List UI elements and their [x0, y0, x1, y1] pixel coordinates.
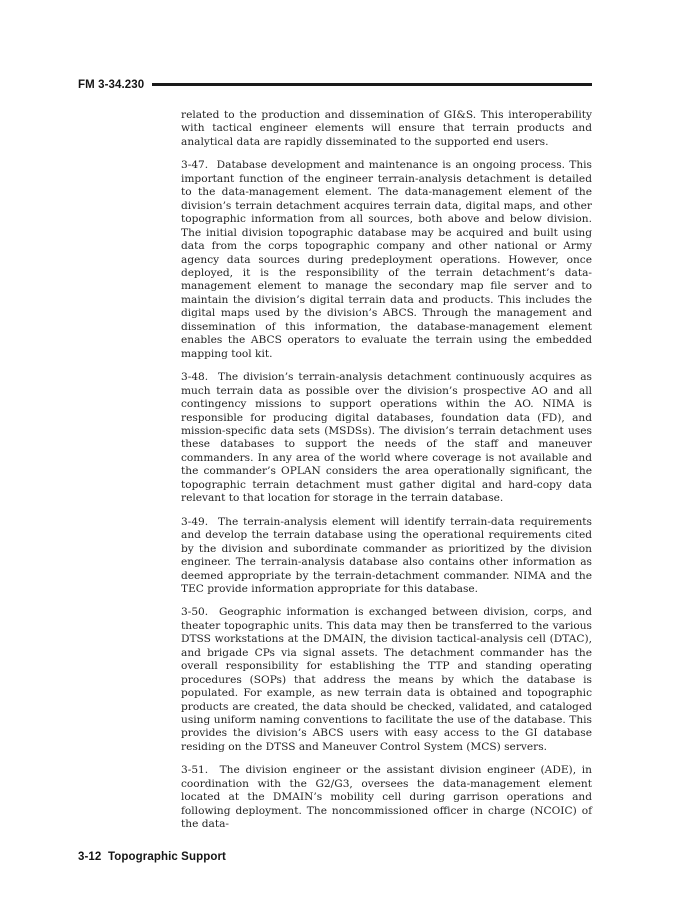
page-header-manual-number: FM 3-34.230 [78, 79, 145, 91]
body-paragraph: 3-47. Database development and maintenance is an ongoing process. This important function of the engineer terrain-analysis detachment is detailed to the data-management element. The data-management element of the division’s terrain detachment acquires terrain data, digital maps, and other topographic information from all sources, both above and below division. The initial division topographic database may be acquired and built using data from the corps topographic company and other national or Army agency data sources during predeployment operations. However, once deployed, it is the responsibility of the terrain detachment’s data-management element to manage the secondary map file server and to maintain the division’s digital terrain data and products. This includes the digital maps used by the division’s ABCS. Through the management and dissemination of this information, the database-management element enables the ABCS operators to evaluate the terrain using the embedded mapping tool kit. [181, 159, 592, 360]
page-footer-text: 3-12 Topographic Support [78, 851, 226, 863]
body-paragraph: 3-49. The terrain-analysis element will identify terrain-data requirements and develop the terrain database using the operational requirements cited by the division and subordinate commander as prioritized by the division engineer. The terrain-analysis database also contains other information as deemed appropriate by the terrain-detachment commander. NIMA and the TEC provide information appropriate for this database. [181, 515, 592, 595]
body-text-column [181, 109, 592, 842]
body-paragraph: related to the production and dissemination of GI&S. This interoperability with tactical engineer elements will ensure that terrain products and analytical data are rapidly disseminated to the supported end users. [181, 109, 592, 148]
header-rule [152, 83, 592, 86]
body-paragraph: 3-50. Geographic information is exchanged between division, corps, and theater topographic units. This data may then be transferred to the various DTSS workstations at the DMAIN, the division tactical-analysis cell (DTAC), and brigade CPs via signal assets. The detachment commander has the overall responsibility for establishing the TTP and standing operating procedures (SOPs) that address the means by which the database is populated. For example, as new terrain data is obtained and topographic products are created, the data should be checked, validated, and cataloged using uniform naming conventions to facilitate the use of the database. This provides the division’s ABCS users with easy access to the GI database residing on the DTSS and Maneuver Control System (MCS) servers. [181, 606, 592, 753]
body-paragraph: 3-51. The division engineer or the assistant division engineer (ADE), in coordination with the G2/G3, oversees the data-management element located at the DMAIN’s mobility cell during garrison operations and following deployment. The noncommissioned officer in charge (NCOIC) of the data- [181, 764, 592, 831]
body-paragraph: 3-48. The division’s terrain-analysis detachment continuously acquires as much terrain data as possible over the division’s prospective AO and all contingency missions to support operations within the AO. NIMA is responsible for producing digital databases, foundation data (FD), and mission-specific data sets (MSDSs). The division’s terrain detachment uses these databases to support the needs of the staff and maneuver commanders. In any area of the world where coverage is not available and the commander’s OPLAN considers the area operationally significant, the topographic terrain detachment must gather digital and hard-copy data relevant to that location for storage in the terrain database. [181, 371, 592, 505]
